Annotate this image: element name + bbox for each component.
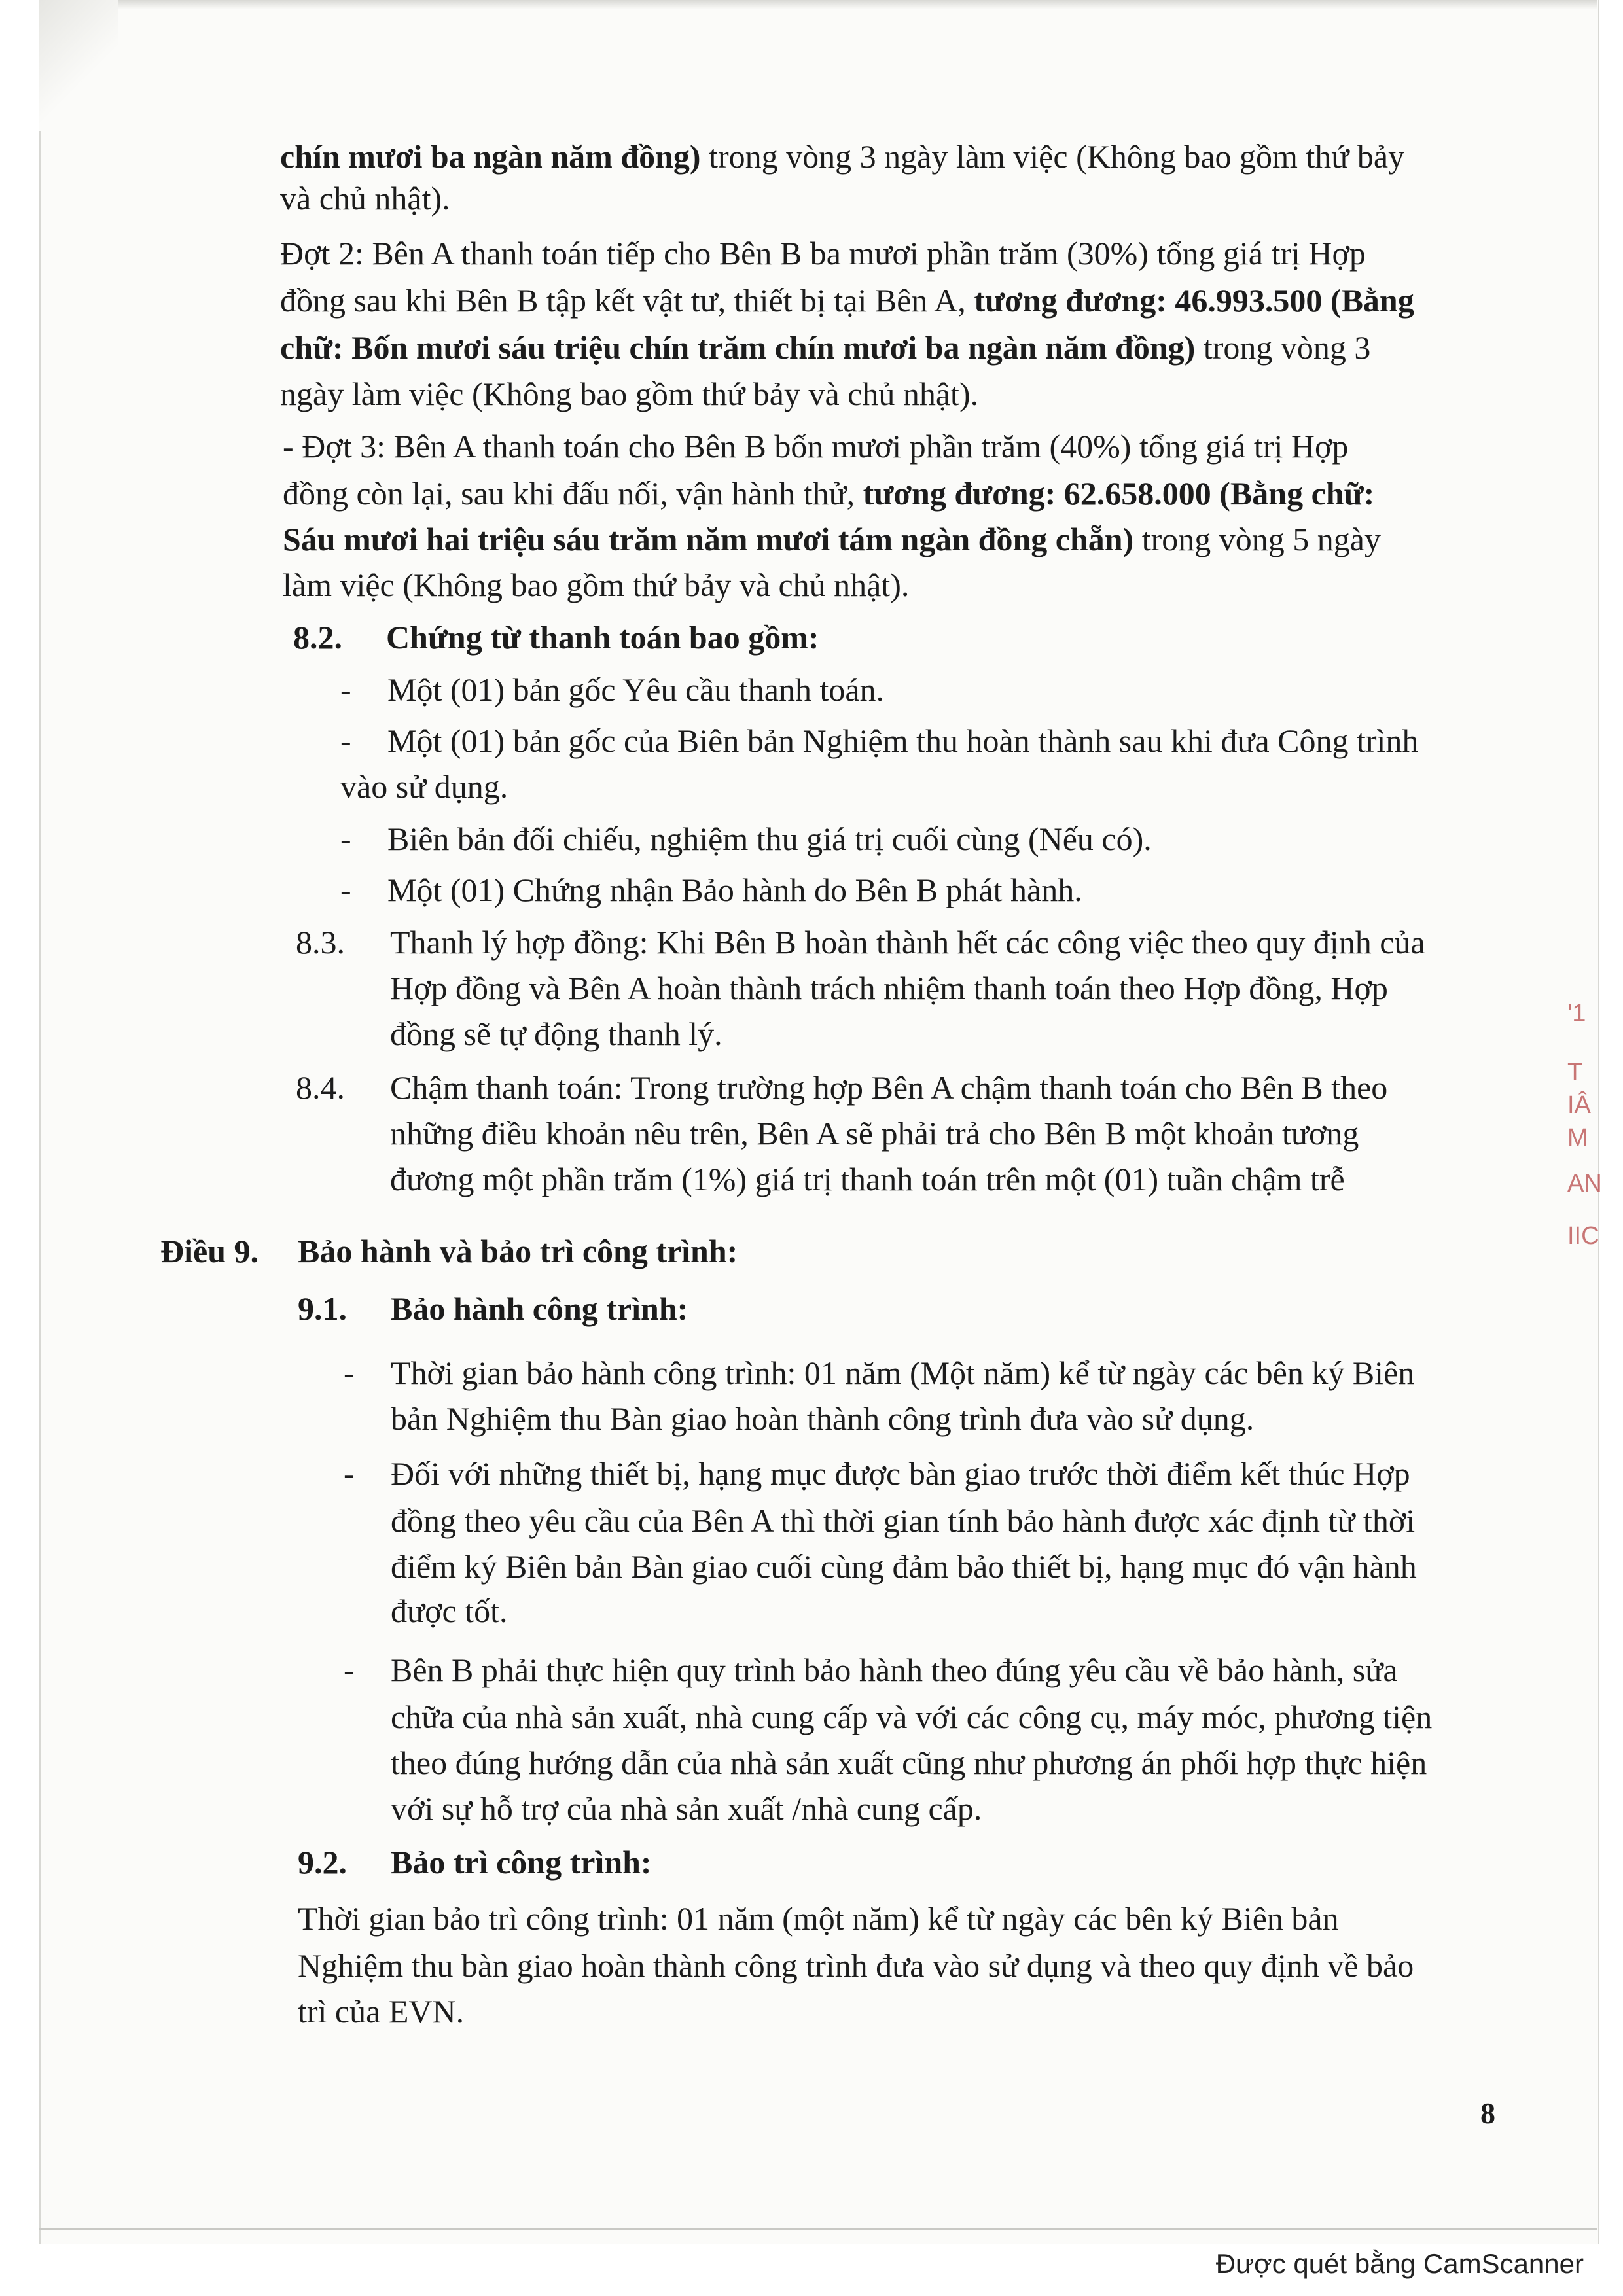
sheet-top-edge bbox=[39, 0, 1597, 9]
article-title: Bảo hành và bảo trì công trình: bbox=[298, 1233, 738, 1269]
text-line: Đợt 2: Bên A thanh toán tiếp cho Bên B ba mươi phần trăm (30%) tổng giá trị Hợp bbox=[280, 235, 1366, 272]
section-number: 8.2. bbox=[293, 619, 342, 656]
text-line: Thời gian bảo trì công trình: 01 năm (một năm) kể từ ngày các bên ký Biên bản bbox=[298, 1900, 1339, 1937]
section-number: 8.4. bbox=[296, 1069, 345, 1106]
list-item: chữa của nhà sản xuất, nhà cung cấp và với các công cụ, máy móc, phương tiện bbox=[391, 1699, 1433, 1735]
stamp-fragment: AN bbox=[1567, 1170, 1602, 1197]
list-item: Một (01) bản gốc của Biên bản Nghiệm thu hoàn thành sau khi đưa Công trình bbox=[387, 722, 1419, 759]
list-item: Đối với những thiết bị, hạng mục được bàn giao trước thời điểm kết thúc Hợp bbox=[391, 1455, 1410, 1492]
text-line: Nghiệm thu bàn giao hoàn thành công trình đưa vào sử dụng và theo quy định về bảo bbox=[298, 1947, 1414, 1984]
text-line: chín mươi ba ngàn năm đồng) trong vòng 3 ngày làm việc (Không bao gồm thứ bảy bbox=[280, 138, 1405, 175]
bullet-dash: - bbox=[340, 722, 351, 759]
text-line: đồng sẽ tự động thanh lý. bbox=[390, 1016, 722, 1052]
scanner-watermark: Được quét bằng CamScanner bbox=[1215, 2248, 1584, 2279]
section-title: Chứng từ thanh toán bao gồm: bbox=[386, 619, 819, 656]
stamp-fragment: '1 bbox=[1567, 1000, 1586, 1027]
list-item: với sự hỗ trợ của nhà sản xuất /nhà cung cấp. bbox=[391, 1790, 982, 1827]
text-line: làm việc (Không bao gồm thứ bảy và chủ nhật). bbox=[283, 567, 910, 603]
sheet-bottom-edge bbox=[39, 2228, 1597, 2230]
text-line: đồng còn lại, sau khi đấu nối, vận hành thử, tương đương: 62.658.000 (Bằng chữ: bbox=[283, 475, 1375, 512]
stamp-fragment: IÂ bbox=[1567, 1091, 1591, 1119]
text-line: Chậm thanh toán: Trong trường hợp Bên A chậm thanh toán cho Bên B theo bbox=[390, 1069, 1388, 1106]
text-line: Thanh lý hợp đồng: Khi Bên B hoàn thành hết các công việc theo quy định của bbox=[390, 924, 1425, 961]
bullet-dash: - bbox=[344, 1455, 355, 1492]
stamp-fragment: T bbox=[1567, 1059, 1583, 1086]
page-number: 8 bbox=[1480, 2096, 1495, 2130]
text-line: chữ: Bốn mươi sáu triệu chín trăm chín mươi ba ngàn năm đồng) trong vòng 3 bbox=[280, 329, 1371, 366]
list-item: Một (01) Chứng nhận Bảo hành do Bên B phát hành. bbox=[387, 872, 1082, 908]
text-line: ngày làm việc (Không bao gồm thứ bảy và chủ nhật). bbox=[280, 376, 979, 412]
list-item: điểm ký Biên bản Bàn giao cuối cùng đảm bảo thiết bị, hạng mục đó vận hành bbox=[391, 1548, 1417, 1585]
stamp-fragment: M bbox=[1567, 1124, 1588, 1152]
section-title: Bảo hành công trình: bbox=[391, 1290, 688, 1327]
text-line: Hợp đồng và Bên A hoàn thành trách nhiệm thanh toán theo Hợp đồng, Hợp bbox=[390, 970, 1388, 1006]
list-item: Thời gian bảo hành công trình: 01 năm (Một năm) kể từ ngày các bên ký Biên bbox=[391, 1354, 1415, 1391]
section-number: 9.2. bbox=[298, 1844, 347, 1881]
list-item: đồng theo yêu cầu của Bên A thì thời gian tính bảo hành được xác định từ thời bbox=[391, 1502, 1416, 1539]
list-item: Một (01) bản gốc Yêu cầu thanh toán. bbox=[387, 671, 885, 708]
list-item: vào sử dụng. bbox=[340, 768, 508, 805]
folded-corner bbox=[39, 0, 118, 131]
list-item: Bên B phải thực hiện quy trình bảo hành theo đúng yêu cầu về bảo hành, sửa bbox=[391, 1651, 1398, 1688]
bullet-dash: - bbox=[344, 1354, 355, 1391]
list-item: được tốt. bbox=[391, 1593, 508, 1629]
section-title: Bảo trì công trình: bbox=[391, 1844, 652, 1881]
bullet-dash: - bbox=[340, 821, 351, 857]
list-item: bản Nghiệm thu Bàn giao hoàn thành công trình đưa vào sử dụng. bbox=[391, 1400, 1255, 1437]
list-item: Biên bản đối chiếu, nghiệm thu giá trị cuối cùng (Nếu có). bbox=[387, 821, 1152, 857]
section-number: 9.1. bbox=[298, 1290, 347, 1327]
text-line: trì của EVN. bbox=[298, 1993, 465, 2030]
article-label: Điều 9. bbox=[160, 1233, 259, 1269]
section-number: 8.3. bbox=[296, 924, 345, 961]
bullet-dash: - bbox=[340, 671, 351, 708]
text-line: Sáu mươi hai triệu sáu trăm năm mươi tám ngàn đồng chẵn) trong vòng 5 ngày bbox=[283, 521, 1381, 557]
stamp-fragment: IIC bbox=[1567, 1222, 1599, 1250]
text-line: và chủ nhật). bbox=[280, 180, 450, 217]
list-item: theo đúng hướng dẫn của nhà sản xuất cũng như phương án phối hợp thực hiện bbox=[391, 1744, 1427, 1781]
bullet-dash: - bbox=[344, 1651, 355, 1688]
text-line: những điều khoản nêu trên, Bên A sẽ phải trả cho Bên B một khoản tương bbox=[390, 1115, 1359, 1152]
text-line: đồng sau khi Bên B tập kết vật tư, thiết bị tại Bên A, tương đương: 46.993.500 (Bằng bbox=[280, 282, 1414, 319]
text-line: đương một phần trăm (1%) giá trị thanh toán trên một (01) tuần chậm trễ bbox=[390, 1161, 1345, 1197]
bullet-dash: - bbox=[340, 872, 351, 908]
text-line: - Đợt 3: Bên A thanh toán cho Bên B bốn mươi phần trăm (40%) tổng giá trị Hợp bbox=[283, 428, 1349, 465]
